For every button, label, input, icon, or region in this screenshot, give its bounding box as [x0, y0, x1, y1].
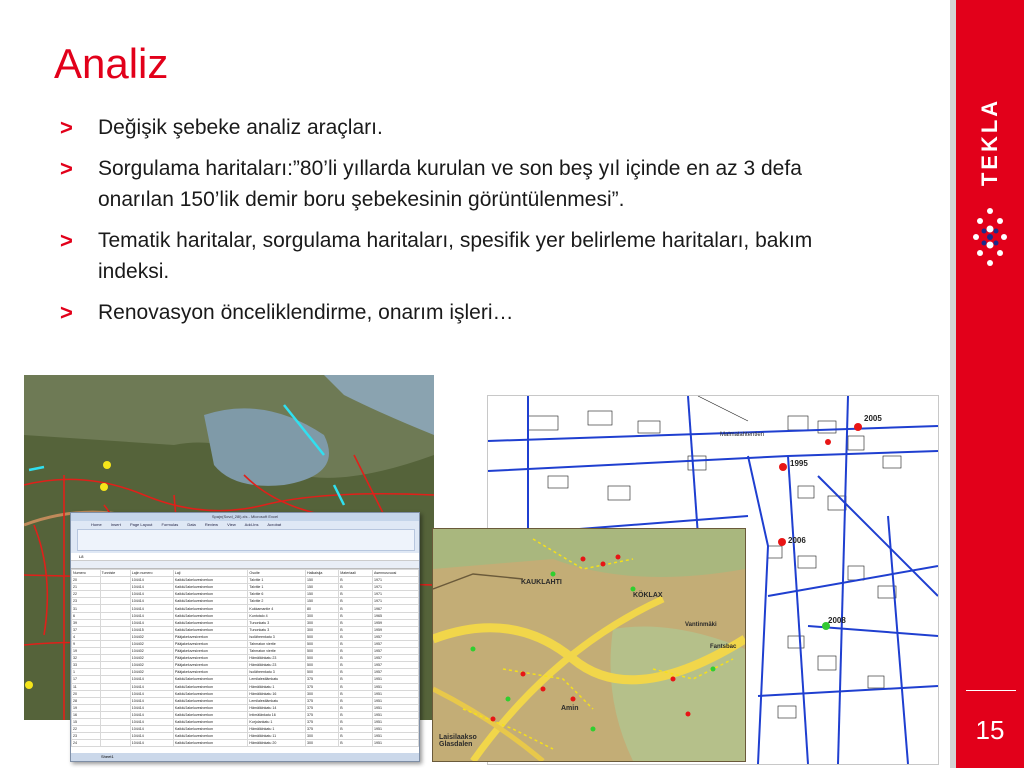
excel-cell: Pääjakeluvesiverkon: [173, 669, 248, 676]
excel-cell: 1951: [372, 733, 418, 740]
excel-cell: 500: [305, 655, 338, 662]
excel-tab: Page Layout: [129, 522, 153, 527]
excel-cell: 375: [305, 711, 338, 718]
excel-cell: [100, 605, 130, 612]
excel-cell: Pääjakeluvesiverkon: [173, 655, 248, 662]
excel-row: [72, 718, 419, 725]
excel-cell: Tahmaton viertie: [248, 640, 306, 647]
excel-cell: [100, 626, 130, 633]
excel-cell: 1971: [372, 591, 418, 598]
excel-cell: Pääjakeluvesiverkon: [173, 648, 248, 655]
excel-cell: B: [339, 577, 373, 584]
excel-cell: [100, 633, 130, 640]
excel-cell: [100, 683, 130, 690]
excel-cell: 375: [305, 718, 338, 725]
excel-cell: 104414: [130, 577, 173, 584]
excel-cell: Hämäläinkatu 11: [248, 733, 306, 740]
excel-cell: [100, 640, 130, 647]
excel-cell: 500: [305, 669, 338, 676]
excel-cell: 1951: [372, 690, 418, 697]
excel-ribbon: [71, 513, 419, 553]
excel-cell: 104415: [130, 626, 173, 633]
excel-cell: 1957: [372, 648, 418, 655]
excel-cell: [100, 726, 130, 733]
excel-cell: Kaikki/Jakeluvesiverkon: [173, 697, 248, 704]
district-label: Vantinmäki: [685, 622, 717, 628]
excel-cell: B: [339, 697, 373, 704]
excel-cell: B: [339, 726, 373, 733]
excel-cell: 500: [305, 633, 338, 640]
excel-cell: 1957: [372, 633, 418, 640]
excel-cell: 1951: [372, 676, 418, 683]
excel-cell: 37: [72, 626, 101, 633]
excel-cell: 104414: [130, 697, 173, 704]
excel-cell: Asennusvuosi: [372, 570, 418, 577]
excel-cell: [100, 577, 130, 584]
excel-cell: B: [339, 605, 373, 612]
excel-cell: [100, 662, 130, 669]
excel-cell: 31: [72, 605, 101, 612]
street-label: Malmalahtentien: [720, 432, 765, 438]
excel-cell: Osoite: [248, 570, 306, 577]
excel-cell: Kukkamantie 4: [248, 605, 306, 612]
excel-cell: 1951: [372, 711, 418, 718]
excel-cell: 23: [72, 598, 101, 605]
excel-tab-bar: [91, 522, 281, 527]
excel-cell: 11: [72, 683, 101, 690]
excel-cell: 19: [72, 648, 101, 655]
excel-cell: Lajin numero: [130, 570, 173, 577]
excel-cell: Hämäläinkatu 16: [248, 690, 306, 697]
excel-cell: Pääjakeluvesiverkon: [173, 640, 248, 647]
excel-row: [72, 612, 419, 619]
excel-cell: 39: [72, 619, 101, 626]
excel-cell: Kaikki/Jakeluvesiverkon: [173, 591, 248, 598]
excel-cell: Isoläheenkatu 3: [248, 669, 306, 676]
excel-cell: 104402: [130, 662, 173, 669]
bullet-item: [60, 297, 840, 328]
excel-cell: 150: [305, 577, 338, 584]
excel-cell: 22: [72, 726, 101, 733]
excel-cell: Pääjakeluvesiverkon: [173, 633, 248, 640]
excel-cell: 300: [305, 619, 338, 626]
excel-cell: 104414: [130, 718, 173, 725]
excel-cell: 104402: [130, 655, 173, 662]
excel-cell: 19: [72, 704, 101, 711]
excel-cell: 104414: [130, 726, 173, 733]
excel-cell: 104414: [130, 683, 173, 690]
excel-cell: [100, 676, 130, 683]
excel-cell: Kaikki/Jakeluvesiverkon: [173, 605, 248, 612]
excel-cell: B: [339, 669, 373, 676]
district-thematic-map: [432, 528, 746, 762]
excel-cell: Kaikki/Jakeluvesiverkon: [173, 584, 248, 591]
excel-cell: 16: [72, 711, 101, 718]
excel-cell: 104402: [130, 640, 173, 647]
excel-row: [72, 577, 419, 584]
district-label: Amin: [561, 705, 579, 712]
excel-cell: Kaikki/Jakeluvesiverkon: [173, 626, 248, 633]
slide-title: Analiz: [54, 40, 169, 87]
brand-wordmark: [956, 92, 1024, 192]
excel-cell: 150: [305, 584, 338, 591]
excel-row: [72, 605, 419, 612]
excel-cell: 22: [72, 591, 101, 598]
excel-cell: B: [339, 598, 373, 605]
excel-cell: Talvitie 2: [248, 598, 306, 605]
excel-cell: B: [339, 612, 373, 619]
excel-row: [72, 633, 419, 640]
excel-cell: Kaikki/Jakeluvesiverkon: [173, 619, 248, 626]
excel-cell: [100, 697, 130, 704]
excel-cell: 500: [305, 640, 338, 647]
bullet-text: Sorgulama haritaları:”80’li yıllarda kurulan ve son beş yıl içinde en az 3 defa onarılan 150’lik demir boru şebekesinin görüntülenmesi”.: [98, 157, 802, 211]
excel-cell: 104414: [130, 619, 173, 626]
excel-tab: Acrobat: [267, 522, 282, 527]
excel-cell: Kaikki/Jakeluvesiverkon: [173, 733, 248, 740]
excel-column-headers: [71, 561, 419, 569]
excel-cell: 9: [72, 640, 101, 647]
excel-cell: Kaikki/Jakeluvesiverkon: [173, 683, 248, 690]
excel-cell: 1959: [372, 626, 418, 633]
excel-cell: 300: [305, 612, 338, 619]
excel-cell: Tunniste: [100, 570, 130, 577]
bullet-item: [60, 225, 840, 287]
excel-cell: 104414: [130, 676, 173, 683]
excel-cell: 150: [305, 598, 338, 605]
excel-tab: Home: [91, 522, 102, 527]
bullet-item: [60, 153, 840, 215]
excel-cell: [100, 648, 130, 655]
excel-table-body: [72, 570, 419, 747]
excel-tab: View: [227, 522, 236, 527]
excel-cell: Tunonkatu 3: [248, 619, 306, 626]
bullet-text: Renovasyon önceliklendirme, onarım işleri…: [98, 301, 514, 324]
excel-cell: 1957: [372, 669, 418, 676]
excel-cell: B: [339, 718, 373, 725]
excel-window: [70, 512, 420, 762]
excel-cell: 375: [305, 683, 338, 690]
excel-cell: Talvitie 6: [248, 591, 306, 598]
excel-row: [72, 626, 419, 633]
excel-cell: Tunonkatu 3: [248, 626, 306, 633]
excel-cell: 375: [305, 704, 338, 711]
bullet-list: [60, 112, 840, 338]
year-label: 1995: [790, 459, 808, 468]
bullet-item: [60, 112, 840, 143]
excel-cell: 150: [305, 591, 338, 598]
bullet-text: Tematik haritalar, sorgulama haritaları, spesifik yer belirleme haritaları, bakım indeksi.: [98, 229, 813, 283]
excel-row: [72, 669, 419, 676]
excel-cell: 1951: [372, 683, 418, 690]
excel-cell: Tahmaton viertie: [248, 648, 306, 655]
excel-cell: 104402: [130, 669, 173, 676]
excel-cell: B: [339, 633, 373, 640]
excel-row: [72, 676, 419, 683]
district-label: KAUKLAHTI: [521, 579, 562, 586]
district-label: KÖKLAX: [633, 592, 663, 599]
excel-cell: B: [339, 704, 373, 711]
excel-window-title: Spajn(Sovd_28l).xls - Microsoft Excel: [71, 513, 419, 521]
excel-row: [72, 711, 419, 718]
excel-cell: 104414: [130, 690, 173, 697]
excel-cell: Halkaisija: [305, 570, 338, 577]
excel-cell: 1959: [372, 619, 418, 626]
excel-cell: 1: [72, 669, 101, 676]
excel-row: [72, 584, 419, 591]
excel-row: [72, 619, 419, 626]
district-map-drawing: [433, 529, 745, 761]
excel-cell: [100, 704, 130, 711]
excel-cell: Kaikki/Jakeluvesiverkon: [173, 704, 248, 711]
excel-cell: 104402: [130, 633, 173, 640]
excel-cell: Hämäläinkatu 1: [248, 683, 306, 690]
excel-cell: Lemilalestlämkatu: [248, 697, 306, 704]
excel-tab: Review: [204, 522, 219, 527]
excel-cell: 104402: [130, 648, 173, 655]
excel-cell: [100, 733, 130, 740]
excel-name-box: L8: [71, 553, 419, 561]
excel-sheet-tab: Sheet1: [71, 753, 419, 761]
excel-cell: Talvitie 1: [248, 577, 306, 584]
excel-cell: B: [339, 591, 373, 598]
bullet-arrow-icon: >: [60, 228, 73, 253]
excel-cell: B: [339, 690, 373, 697]
excel-cell: 24: [72, 740, 101, 747]
excel-cell: B: [339, 619, 373, 626]
excel-cell: B: [339, 648, 373, 655]
excel-cell: B: [339, 655, 373, 662]
excel-cell: 23: [72, 733, 101, 740]
excel-cell: Kaikki/Jakeluvesiverkon: [173, 598, 248, 605]
tekla-logo-icon: [970, 205, 1010, 280]
excel-cell: Isoläheenkatu 3: [248, 633, 306, 640]
bullet-arrow-icon: >: [60, 156, 73, 181]
excel-cell: 1951: [372, 718, 418, 725]
excel-cell: [100, 718, 130, 725]
page-number: 15: [975, 715, 1005, 745]
excel-cell: 6: [72, 612, 101, 619]
excel-cell: 300: [305, 733, 338, 740]
excel-cell: 104414: [130, 711, 173, 718]
excel-cell: 104414: [130, 591, 173, 598]
excel-row: [72, 591, 419, 598]
excel-cell: 80: [305, 605, 338, 612]
excel-cell: 1971: [372, 577, 418, 584]
excel-cell: 300: [305, 626, 338, 633]
excel-cell: Kaikki/Jakeluvesiverkon: [173, 577, 248, 584]
excel-cell: B: [339, 626, 373, 633]
excel-data-table: [71, 569, 419, 747]
excel-cell: Intimälänkatu 16: [248, 711, 306, 718]
year-label: 2005: [864, 414, 882, 423]
excel-cell: Lemilalestlämkatu: [248, 676, 306, 683]
excel-cell: [100, 619, 130, 626]
excel-row: [72, 648, 419, 655]
excel-cell: Hämäläinkatu 23: [248, 662, 306, 669]
excel-cell: 300: [305, 690, 338, 697]
excel-cell: [100, 598, 130, 605]
excel-row: [72, 697, 419, 704]
bullet-text: Değişik şebeke analiz araçları.: [98, 116, 383, 139]
excel-cell: Kuntotalo 4: [248, 612, 306, 619]
excel-cell: 104414: [130, 598, 173, 605]
excel-cell: B: [339, 662, 373, 669]
excel-cell: 4: [72, 633, 101, 640]
excel-cell: 500: [305, 648, 338, 655]
excel-cell: Hämäläinkatu 23: [248, 655, 306, 662]
excel-row: [72, 655, 419, 662]
excel-row: [72, 740, 419, 747]
excel-cell: 1957: [372, 662, 418, 669]
excel-row: [72, 733, 419, 740]
excel-cell: 500: [305, 662, 338, 669]
excel-cell: Pääjakeluvesiverkon: [173, 662, 248, 669]
excel-cell: Kaikki/Jakeluvesiverkon: [173, 740, 248, 747]
excel-header-row: [72, 570, 419, 577]
excel-cell: B: [339, 584, 373, 591]
excel-cell: 300: [305, 740, 338, 747]
excel-cell: 33: [72, 662, 101, 669]
excel-cell: Kaikki/Jakeluvesiverkon: [173, 676, 248, 683]
excel-tab: Insert: [110, 522, 121, 527]
excel-cell: [100, 740, 130, 747]
excel-cell: [100, 591, 130, 598]
excel-cell: 104414: [130, 704, 173, 711]
excel-cell: Hämäläinkatu 14: [248, 704, 306, 711]
district-label: Laisilaakso Glasdalen: [439, 734, 477, 748]
excel-cell: 1951: [372, 726, 418, 733]
excel-cell: Numero: [72, 570, 101, 577]
excel-row: [72, 683, 419, 690]
excel-cell: B: [339, 733, 373, 740]
excel-row: [72, 726, 419, 733]
excel-cell: Hämäläinkatu 20: [248, 740, 306, 747]
excel-cell: 375: [305, 676, 338, 683]
excel-cell: Kaikki/Jakeluvesiverkon: [173, 726, 248, 733]
excel-cell: Kaikki/Jakeluvesiverkon: [173, 612, 248, 619]
excel-row: [72, 704, 419, 711]
excel-cell: 21: [72, 584, 101, 591]
excel-cell: [100, 584, 130, 591]
excel-cell: [100, 612, 130, 619]
excel-cell: 1957: [372, 640, 418, 647]
excel-cell: Kaikki/Jakeluvesiverkon: [173, 690, 248, 697]
excel-cell: 20: [72, 690, 101, 697]
excel-tab: Data: [187, 522, 196, 527]
excel-cell: 104414: [130, 733, 173, 740]
excel-tab: Add-Ins: [244, 522, 259, 527]
excel-row: [72, 662, 419, 669]
excel-cell: 1951: [372, 697, 418, 704]
brand-name: TEKLA: [977, 97, 1002, 187]
excel-cell: [100, 711, 130, 718]
excel-cell: B: [339, 640, 373, 647]
excel-cell: 104414: [130, 740, 173, 747]
excel-cell: 104414: [130, 612, 173, 619]
excel-cell: 1965: [372, 612, 418, 619]
excel-cell: Materiaali: [339, 570, 373, 577]
excel-cell: 1957: [372, 655, 418, 662]
excel-cell: Korjolankatu 1: [248, 718, 306, 725]
excel-cell: 104414: [130, 605, 173, 612]
excel-cell: 15: [72, 718, 101, 725]
excel-cell: 375: [305, 697, 338, 704]
excel-cell: [100, 690, 130, 697]
excel-cell: Hämäläinkatu 1: [248, 726, 306, 733]
excel-cell: [100, 669, 130, 676]
excel-cell: B: [339, 740, 373, 747]
excel-cell: 20: [72, 577, 101, 584]
excel-cell: B: [339, 683, 373, 690]
year-label: 2006: [788, 536, 806, 545]
excel-cell: 1971: [372, 598, 418, 605]
excel-cell: 28: [72, 697, 101, 704]
excel-cell: Laji: [173, 570, 248, 577]
excel-row: [72, 690, 419, 697]
excel-cell: 17: [72, 676, 101, 683]
excel-cell: 1971: [372, 584, 418, 591]
excel-cell: B: [339, 676, 373, 683]
excel-cell: 104414: [130, 584, 173, 591]
excel-cell: Kaikki/Jakeluvesiverkon: [173, 711, 248, 718]
excel-cell: Kaikki/Jakeluvesiverkon: [173, 718, 248, 725]
brand-sidebar: [956, 0, 1024, 768]
excel-cell: 1951: [372, 704, 418, 711]
excel-tab: Formulas: [161, 522, 179, 527]
excel-cell: 1967: [372, 605, 418, 612]
excel-cell: Talvitie 1: [248, 584, 306, 591]
excel-cell: 1951: [372, 740, 418, 747]
excel-cell: 375: [305, 726, 338, 733]
excel-cell: 32: [72, 655, 101, 662]
excel-cell: B: [339, 711, 373, 718]
excel-row: [72, 640, 419, 647]
district-label: Fantsbac: [710, 644, 737, 650]
tekla-logo-mark: [970, 205, 1010, 275]
year-label: 2008: [828, 616, 846, 625]
sidebar-divider: [966, 690, 1016, 691]
excel-cell: [100, 655, 130, 662]
excel-row: [72, 598, 419, 605]
bullet-arrow-icon: >: [60, 115, 73, 140]
excel-ribbon-commands: [77, 529, 415, 551]
bullet-arrow-icon: >: [60, 300, 73, 325]
